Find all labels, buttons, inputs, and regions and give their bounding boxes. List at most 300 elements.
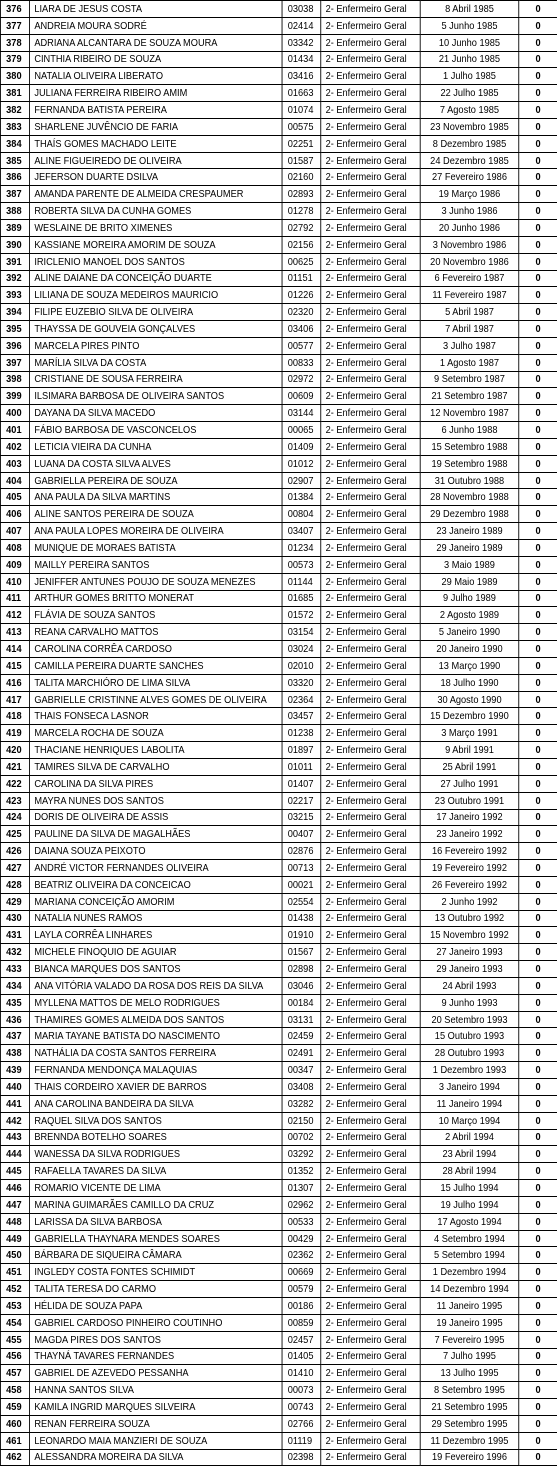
table-row [0, 809, 557, 826]
table-row [0, 1365, 557, 1382]
table-row [0, 472, 557, 489]
birthdate-cell: 11 Dezembro 1995 [420, 1432, 519, 1449]
table-row [0, 843, 557, 860]
role-cell: 2- Enfermeiro Geral [321, 1297, 420, 1314]
score-cell: 0 [519, 1, 557, 18]
score-cell: 0 [519, 1382, 557, 1399]
name-cell: MARCELA ROCHA DE SOUZA [29, 725, 282, 742]
table-row [0, 725, 557, 742]
birthdate-cell: 29 Janeiro 1993 [420, 961, 519, 978]
role-cell: 2- Enfermeiro Geral [321, 691, 420, 708]
table-row [0, 893, 557, 910]
role-cell: 2- Enfermeiro Geral [321, 1028, 420, 1045]
role-cell: 2- Enfermeiro Geral [321, 506, 420, 523]
table-row [0, 758, 557, 775]
table-row [0, 961, 557, 978]
name-cell: MARINA GUIMARÃES CAMILLO DA CRUZ [29, 1196, 282, 1213]
role-cell: 2- Enfermeiro Geral [321, 1129, 420, 1146]
birthdate-cell: 24 Abril 1993 [420, 977, 519, 994]
name-cell: MARCELA PIRES PINTO [29, 337, 282, 354]
rank-cell: 452 [0, 1281, 29, 1298]
rank-cell: 460 [0, 1415, 29, 1432]
name-cell: MARIANA CONCEIÇÃO AMORIM [29, 893, 282, 910]
score-cell: 0 [519, 540, 557, 557]
rank-cell: 404 [0, 472, 29, 489]
score-cell: 0 [519, 253, 557, 270]
rank-cell: 423 [0, 792, 29, 809]
code-cell: 01352 [282, 1163, 321, 1180]
name-cell: LEONARDO MAIA MANZIERI DE SOUZA [29, 1432, 282, 1449]
role-cell: 2- Enfermeiro Geral [321, 1163, 420, 1180]
name-cell: TALITA TERESA DO CARMO [29, 1281, 282, 1298]
score-cell: 0 [519, 304, 557, 321]
rank-cell: 429 [0, 893, 29, 910]
table-row [0, 1, 557, 18]
role-cell: 2- Enfermeiro Geral [321, 944, 420, 961]
rank-cell: 411 [0, 590, 29, 607]
rank-cell: 447 [0, 1196, 29, 1213]
role-cell: 2- Enfermeiro Geral [321, 1331, 420, 1348]
role-cell: 2- Enfermeiro Geral [321, 388, 420, 405]
rank-cell: 396 [0, 337, 29, 354]
score-cell: 0 [519, 657, 557, 674]
table-row [0, 1264, 557, 1281]
code-cell: 03038 [282, 1, 321, 18]
score-cell: 0 [519, 944, 557, 961]
table-row [0, 51, 557, 68]
code-cell: 01278 [282, 203, 321, 220]
table-row [0, 573, 557, 590]
name-cell: ALINE DAIANE DA CONCEIÇÃO DUARTE [29, 270, 282, 287]
table-row [0, 1247, 557, 1264]
code-cell: 03024 [282, 641, 321, 658]
code-cell: 02876 [282, 843, 321, 860]
role-cell: 2- Enfermeiro Geral [321, 118, 420, 135]
code-cell: 00065 [282, 422, 321, 439]
code-cell: 02792 [282, 219, 321, 236]
role-cell: 2- Enfermeiro Geral [321, 371, 420, 388]
role-cell: 2- Enfermeiro Geral [321, 253, 420, 270]
table-row [0, 85, 557, 102]
code-cell: 03144 [282, 405, 321, 422]
code-cell: 02010 [282, 657, 321, 674]
score-cell: 0 [519, 337, 557, 354]
rank-cell: 451 [0, 1264, 29, 1281]
table-row [0, 590, 557, 607]
name-cell: DORIS DE OLIVEIRA DE ASSIS [29, 809, 282, 826]
birthdate-cell: 8 Setembro 1995 [420, 1382, 519, 1399]
code-cell: 02457 [282, 1331, 321, 1348]
rank-cell: 413 [0, 624, 29, 641]
table-body [0, 1, 557, 1466]
role-cell: 2- Enfermeiro Geral [321, 708, 420, 725]
role-cell: 2- Enfermeiro Geral [321, 775, 420, 792]
table-row [0, 876, 557, 893]
table-row [0, 1112, 557, 1129]
table-row [0, 1399, 557, 1416]
code-cell: 02156 [282, 236, 321, 253]
code-cell: 00859 [282, 1314, 321, 1331]
code-cell: 02160 [282, 169, 321, 186]
code-cell: 01685 [282, 590, 321, 607]
role-cell: 2- Enfermeiro Geral [321, 657, 420, 674]
name-cell: IRICLENIO MANOEL DOS SANTOS [29, 253, 282, 270]
code-cell: 01407 [282, 775, 321, 792]
rank-cell: 446 [0, 1180, 29, 1197]
birthdate-cell: 15 Julho 1994 [420, 1180, 519, 1197]
rank-cell: 462 [0, 1449, 29, 1466]
name-cell: MARÍLIA SILVA DA COSTA [29, 354, 282, 371]
code-cell: 02459 [282, 1028, 321, 1045]
code-cell: 02766 [282, 1415, 321, 1432]
role-cell: 2- Enfermeiro Geral [321, 1112, 420, 1129]
birthdate-cell: 20 Novembro 1986 [420, 253, 519, 270]
rank-cell: 432 [0, 944, 29, 961]
score-cell: 0 [519, 641, 557, 658]
code-cell: 01307 [282, 1180, 321, 1197]
birthdate-cell: 2 Junho 1992 [420, 893, 519, 910]
score-cell: 0 [519, 85, 557, 102]
rank-cell: 403 [0, 455, 29, 472]
code-cell: 02972 [282, 371, 321, 388]
rank-cell: 389 [0, 219, 29, 236]
table-row [0, 203, 557, 220]
code-cell: 02217 [282, 792, 321, 809]
score-cell: 0 [519, 135, 557, 152]
birthdate-cell: 31 Outubro 1988 [420, 472, 519, 489]
table-row [0, 1062, 557, 1079]
role-cell: 2- Enfermeiro Geral [321, 1314, 420, 1331]
role-cell: 2- Enfermeiro Geral [321, 910, 420, 927]
rank-cell: 415 [0, 657, 29, 674]
table-row [0, 1045, 557, 1062]
table-row [0, 674, 557, 691]
rank-cell: 378 [0, 34, 29, 51]
birthdate-cell: 11 Janeiro 1994 [420, 1095, 519, 1112]
score-cell: 0 [519, 573, 557, 590]
name-cell: LUANA DA COSTA SILVA ALVES [29, 455, 282, 472]
birthdate-cell: 2 Abril 1994 [420, 1129, 519, 1146]
rank-cell: 424 [0, 809, 29, 826]
score-cell: 0 [519, 287, 557, 304]
code-cell: 00669 [282, 1264, 321, 1281]
score-cell: 0 [519, 34, 557, 51]
score-cell: 0 [519, 371, 557, 388]
name-cell: CINTHIA RIBEIRO DE SOUZA [29, 51, 282, 68]
rank-cell: 453 [0, 1297, 29, 1314]
table-row [0, 556, 557, 573]
code-cell: 01405 [282, 1348, 321, 1365]
code-cell: 02491 [282, 1045, 321, 1062]
code-cell: 01897 [282, 742, 321, 759]
rank-cell: 461 [0, 1432, 29, 1449]
birthdate-cell: 27 Fevereiro 1986 [420, 169, 519, 186]
score-cell: 0 [519, 691, 557, 708]
name-cell: GABRIELLA THAYNARA MENDES SOARES [29, 1230, 282, 1247]
name-cell: BRENNDA BOTELHO SOARES [29, 1129, 282, 1146]
table-row [0, 219, 557, 236]
score-cell: 0 [519, 1314, 557, 1331]
code-cell: 01410 [282, 1365, 321, 1382]
code-cell: 02398 [282, 1449, 321, 1466]
name-cell: DAIANA SOUZA PEIXOTO [29, 843, 282, 860]
birthdate-cell: 18 Julho 1990 [420, 674, 519, 691]
code-cell: 03282 [282, 1095, 321, 1112]
table-row [0, 506, 557, 523]
name-cell: LIARA DE JESUS COSTA [29, 1, 282, 18]
role-cell: 2- Enfermeiro Geral [321, 809, 420, 826]
code-cell: 00184 [282, 994, 321, 1011]
rank-cell: 401 [0, 422, 29, 439]
code-cell: 00073 [282, 1382, 321, 1399]
code-cell: 01663 [282, 85, 321, 102]
score-cell: 0 [519, 405, 557, 422]
score-cell: 0 [519, 977, 557, 994]
role-cell: 2- Enfermeiro Geral [321, 994, 420, 1011]
birthdate-cell: 9 Junho 1993 [420, 994, 519, 1011]
table-row [0, 1011, 557, 1028]
rank-cell: 443 [0, 1129, 29, 1146]
code-cell: 00533 [282, 1213, 321, 1230]
name-cell: RAFAELLA TAVARES DA SILVA [29, 1163, 282, 1180]
name-cell: CAMILLA PEREIRA DUARTE SANCHES [29, 657, 282, 674]
score-cell: 0 [519, 455, 557, 472]
birthdate-cell: 25 Abril 1991 [420, 758, 519, 775]
score-cell: 0 [519, 321, 557, 338]
name-cell: MUNIQUE DE MORAES BATISTA [29, 540, 282, 557]
name-cell: TALITA MARCHIÓRO DE LIMA SILVA [29, 674, 282, 691]
table-row [0, 321, 557, 338]
name-cell: WESLAINE DE BRITO XIMENES [29, 219, 282, 236]
birthdate-cell: 1 Julho 1985 [420, 68, 519, 85]
code-cell: 03408 [282, 1079, 321, 1096]
rank-cell: 428 [0, 876, 29, 893]
table-row [0, 455, 557, 472]
score-cell: 0 [519, 270, 557, 287]
rank-cell: 450 [0, 1247, 29, 1264]
code-cell: 03154 [282, 624, 321, 641]
role-cell: 2- Enfermeiro Geral [321, 1264, 420, 1281]
name-cell: ROBERTA SILVA DA CUNHA GOMES [29, 203, 282, 220]
name-cell: NATALIA NUNES RAMOS [29, 910, 282, 927]
rank-cell: 406 [0, 506, 29, 523]
rank-cell: 388 [0, 203, 29, 220]
code-cell: 03416 [282, 68, 321, 85]
rank-cell: 421 [0, 758, 29, 775]
birthdate-cell: 17 Agosto 1994 [420, 1213, 519, 1230]
role-cell: 2- Enfermeiro Geral [321, 1062, 420, 1079]
role-cell: 2- Enfermeiro Geral [321, 1230, 420, 1247]
role-cell: 2- Enfermeiro Geral [321, 287, 420, 304]
table-row [0, 1314, 557, 1331]
code-cell: 02893 [282, 186, 321, 203]
birthdate-cell: 11 Janeiro 1995 [420, 1297, 519, 1314]
name-cell: RAQUEL SILVA DOS SANTOS [29, 1112, 282, 1129]
rank-cell: 426 [0, 843, 29, 860]
name-cell: NATHÁLIA DA COSTA SANTOS FERREIRA [29, 1045, 282, 1062]
score-cell: 0 [519, 523, 557, 540]
table-row [0, 927, 557, 944]
table-row [0, 523, 557, 540]
score-cell: 0 [519, 1045, 557, 1062]
birthdate-cell: 5 Junho 1985 [420, 17, 519, 34]
code-cell: 00429 [282, 1230, 321, 1247]
birthdate-cell: 13 Julho 1995 [420, 1365, 519, 1382]
role-cell: 2- Enfermeiro Geral [321, 236, 420, 253]
code-cell: 02362 [282, 1247, 321, 1264]
name-cell: FILIPE EUZEBIO SILVA DE OLIVEIRA [29, 304, 282, 321]
birthdate-cell: 1 Agosto 1987 [420, 354, 519, 371]
code-cell: 00804 [282, 506, 321, 523]
rank-cell: 441 [0, 1095, 29, 1112]
rank-cell: 397 [0, 354, 29, 371]
role-cell: 2- Enfermeiro Geral [321, 102, 420, 119]
table-row [0, 742, 557, 759]
birthdate-cell: 19 Março 1986 [420, 186, 519, 203]
name-cell: HÉLIDA DE SOUZA PAPA [29, 1297, 282, 1314]
code-cell: 00573 [282, 556, 321, 573]
name-cell: JENIFFER ANTUNES POUJO DE SOUZA MENEZES [29, 573, 282, 590]
birthdate-cell: 3 Janeiro 1994 [420, 1079, 519, 1096]
rank-cell: 377 [0, 17, 29, 34]
table-row [0, 607, 557, 624]
table-row [0, 135, 557, 152]
name-cell: FERNANDA BATISTA PEREIRA [29, 102, 282, 119]
score-cell: 0 [519, 590, 557, 607]
code-cell: 03457 [282, 708, 321, 725]
code-cell: 00577 [282, 337, 321, 354]
rank-cell: 448 [0, 1213, 29, 1230]
role-cell: 2- Enfermeiro Geral [321, 1399, 420, 1416]
score-cell: 0 [519, 68, 557, 85]
name-cell: ANA CAROLINA BANDEIRA DA SILVA [29, 1095, 282, 1112]
name-cell: HANNA SANTOS SILVA [29, 1382, 282, 1399]
role-cell: 2- Enfermeiro Geral [321, 742, 420, 759]
score-cell: 0 [519, 438, 557, 455]
table-row [0, 641, 557, 658]
rank-cell: 435 [0, 994, 29, 1011]
role-cell: 2- Enfermeiro Geral [321, 354, 420, 371]
role-cell: 2- Enfermeiro Geral [321, 135, 420, 152]
role-cell: 2- Enfermeiro Geral [321, 1281, 420, 1298]
birthdate-cell: 9 Abril 1991 [420, 742, 519, 759]
table-row [0, 405, 557, 422]
birthdate-cell: 5 Setembro 1994 [420, 1247, 519, 1264]
name-cell: SHARLENE JUVÊNCIO DE FARIA [29, 118, 282, 135]
birthdate-cell: 27 Janeiro 1993 [420, 944, 519, 961]
score-cell: 0 [519, 51, 557, 68]
role-cell: 2- Enfermeiro Geral [321, 876, 420, 893]
name-cell: RENAN FERREIRA SOUZA [29, 1415, 282, 1432]
birthdate-cell: 10 Março 1994 [420, 1112, 519, 1129]
score-cell: 0 [519, 1432, 557, 1449]
rank-cell: 409 [0, 556, 29, 573]
name-cell: ANDRÉ VICTOR FERNANDES OLIVEIRA [29, 860, 282, 877]
code-cell: 02907 [282, 472, 321, 489]
table-row [0, 977, 557, 994]
score-cell: 0 [519, 1146, 557, 1163]
birthdate-cell: 5 Janeiro 1990 [420, 624, 519, 641]
rank-cell: 387 [0, 186, 29, 203]
code-cell: 02962 [282, 1196, 321, 1213]
score-cell: 0 [519, 910, 557, 927]
rank-cell: 395 [0, 321, 29, 338]
code-cell: 02554 [282, 893, 321, 910]
birthdate-cell: 19 Fevereiro 1996 [420, 1449, 519, 1466]
role-cell: 2- Enfermeiro Geral [321, 455, 420, 472]
table-row [0, 337, 557, 354]
name-cell: TAMIRES SILVA DE CARVALHO [29, 758, 282, 775]
name-cell: ADRIANA ALCANTARA DE SOUZA MOURA [29, 34, 282, 51]
rank-cell: 437 [0, 1028, 29, 1045]
name-cell: ILSIMARA BARBOSA DE OLIVEIRA SANTOS [29, 388, 282, 405]
table-row [0, 1297, 557, 1314]
score-cell: 0 [519, 1281, 557, 1298]
role-cell: 2- Enfermeiro Geral [321, 203, 420, 220]
rank-cell: 391 [0, 253, 29, 270]
birthdate-cell: 26 Fevereiro 1992 [420, 876, 519, 893]
role-cell: 2- Enfermeiro Geral [321, 961, 420, 978]
table-row [0, 1180, 557, 1197]
code-cell: 00702 [282, 1129, 321, 1146]
score-cell: 0 [519, 893, 557, 910]
birthdate-cell: 29 Maio 1989 [420, 573, 519, 590]
table-row [0, 1079, 557, 1096]
name-cell: BEATRIZ OLIVEIRA DA CONCEICAO [29, 876, 282, 893]
birthdate-cell: 8 Abril 1985 [420, 1, 519, 18]
name-cell: BÁRBARA DE SIQUEIRA CÂMARA [29, 1247, 282, 1264]
birthdate-cell: 21 Setembro 1995 [420, 1399, 519, 1416]
table-row [0, 624, 557, 641]
role-cell: 2- Enfermeiro Geral [321, 1180, 420, 1197]
rank-cell: 439 [0, 1062, 29, 1079]
name-cell: FÁBIO BARBOSA DE VASCONCELOS [29, 422, 282, 439]
birthdate-cell: 20 Setembro 1993 [420, 1011, 519, 1028]
score-cell: 0 [519, 1449, 557, 1466]
name-cell: JEFERSON DUARTE DSILVA [29, 169, 282, 186]
name-cell: AMANDA PARENTE DE ALMEIDA CRESPAUMER [29, 186, 282, 203]
name-cell: CAROLINA CORRÊA CARDOSO [29, 641, 282, 658]
score-cell: 0 [519, 1348, 557, 1365]
role-cell: 2- Enfermeiro Geral [321, 489, 420, 506]
birthdate-cell: 9 Julho 1989 [420, 590, 519, 607]
birthdate-cell: 5 Abril 1987 [420, 304, 519, 321]
birthdate-cell: 23 Janeiro 1989 [420, 523, 519, 540]
score-cell: 0 [519, 186, 557, 203]
code-cell: 02320 [282, 304, 321, 321]
code-cell: 03407 [282, 523, 321, 540]
birthdate-cell: 21 Setembro 1987 [420, 388, 519, 405]
score-cell: 0 [519, 1399, 557, 1416]
code-cell: 01226 [282, 287, 321, 304]
birthdate-cell: 12 Novembro 1987 [420, 405, 519, 422]
code-cell: 00609 [282, 388, 321, 405]
rank-cell: 449 [0, 1230, 29, 1247]
score-cell: 0 [519, 472, 557, 489]
code-cell: 01438 [282, 910, 321, 927]
code-cell: 01119 [282, 1432, 321, 1449]
name-cell: ANA VITÓRIA VALADO DA ROSA DOS REIS DA SILVA [29, 977, 282, 994]
rank-cell: 438 [0, 1045, 29, 1062]
birthdate-cell: 7 Abril 1987 [420, 321, 519, 338]
score-cell: 0 [519, 994, 557, 1011]
role-cell: 2- Enfermeiro Geral [321, 1045, 420, 1062]
role-cell: 2- Enfermeiro Geral [321, 758, 420, 775]
rank-cell: 393 [0, 287, 29, 304]
rank-cell: 422 [0, 775, 29, 792]
rank-cell: 407 [0, 523, 29, 540]
code-cell: 01011 [282, 758, 321, 775]
